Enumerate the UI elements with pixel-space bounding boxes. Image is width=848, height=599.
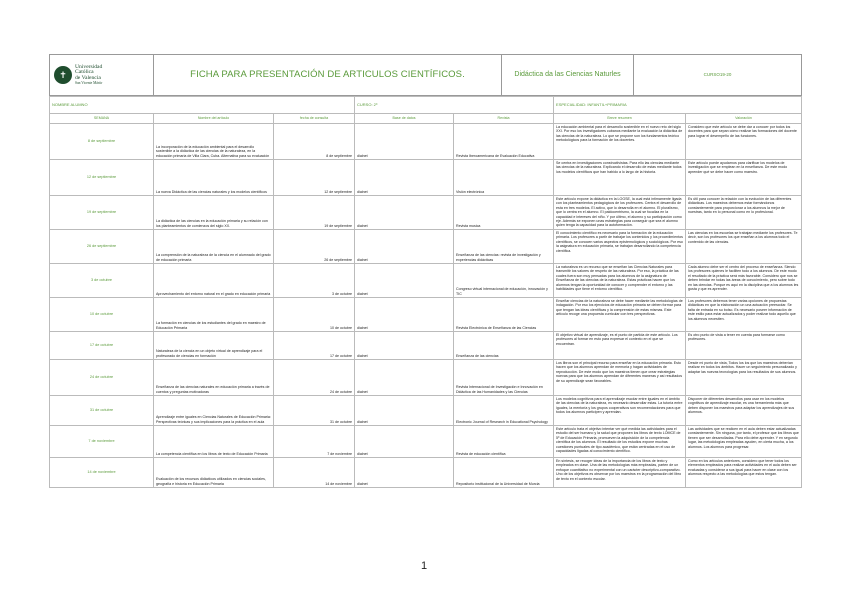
column-header-database: Base de datos (355, 114, 454, 124)
sheet-title: FICHA PARA PRESENTACIÓN DE ARTICULOS CIENTÍFICOS. (154, 55, 502, 96)
row-database: dialnet (355, 298, 454, 332)
row-consult-date: 12 de septiembre (274, 160, 355, 196)
row-database: dialnet (355, 196, 454, 230)
row-article: La comprensión de la naturaleza de la ciencia en el alumnado del grado de educación primaria (154, 230, 274, 264)
university-name: Universidad Católica de Valencia San Vicente Mártir (75, 63, 103, 86)
row-summary: Este artículo trata el objetivo intentar ver qué medida las actividades para el estudio del ser humano y la salud que proponen los libros de texto LOMCE de 5º de Educación Primaria, promueven la adquisición de la competencia científica de los alumnos. El resultado de los estudios expone muchas cuestiones puntuales de tipo académico, que están centradas en el uso de capacidades ligadas al conocimiento científico. (554, 426, 686, 458)
row-week: 26 de septiembre (50, 230, 154, 264)
row-journal: Congreso virtual internacional de educación, innovación y TIC (454, 264, 554, 298)
university-seal-icon: ✝ (54, 66, 72, 84)
row-journal: Revista de educación científica (454, 426, 554, 458)
row-journal: Enseñanza de las ciencias: revista de investigación y experiencias didácticas (454, 230, 554, 264)
column-header-article: Nombre del artículo (154, 114, 274, 124)
table-row (50, 124, 802, 160)
row-database: dialnet (355, 396, 454, 426)
row-assessment: Es útil para conocer la relación con la evolución de las diferentes didácticas. Los maestros debemos estar formándonos constantemente para proporcionar a los alumnos la mejor de nuestras, tanto en lo personal como en lo profesional. (686, 196, 802, 230)
row-article: La incorporación de la educación ambiental para el desarrollo sostenible a la didáctica de las ciencias de la naturaleza, en la educación primaria de Villa Clara, Cuba. Alternativa para su evaluación (154, 124, 274, 160)
column-header-journal: Revista (454, 114, 554, 124)
row-assessment: Como en los artículos anteriores, considero que tener todos los elementos empleados para realizar actividades en el aula deben ser evaluadas y considerar a sus igual para hacer en clase con los alumnos respecto a las metodologías que estos tengan. (686, 458, 802, 488)
row-article: La formación en ciencias de los estudiantes del grado en maestro de Educación Primaria (154, 298, 274, 332)
row-consult-date: 31 de octubre (274, 396, 355, 426)
row-database: dialnet (355, 230, 454, 264)
table-body (50, 124, 802, 488)
table-row (50, 426, 802, 458)
specialty-label: ESPECIALIDAD: INFANTIL+PRIMARIA (554, 97, 802, 114)
row-week: 24 de octubre (50, 360, 154, 396)
row-summary: Se centra en investigaciones constructivistas. Para ello las ciencias mediante las ciencias de la naturaleza. Explicando el desarrollo de estas mediante todos los modelos científicos que han habido a lo largo de la historia. (554, 160, 686, 196)
column-header-date: fecha de consulta (274, 114, 355, 124)
course-year: CURSO19-20 (634, 55, 802, 96)
row-week: 10 de octubre (50, 298, 154, 332)
row-assessment: Es otro punto de vista a tener en cuenta para formarse como profesores. (686, 332, 802, 360)
row-summary: Enseñar ciencias de la naturaleza se debe hacer mediante las metodologías de indagación. Por eso los ejercicios de educación primaria se deben formar para que tengan las ideas científicas y la comprensión de estas mismas. Este artículo recoge una propuesta curricular con tres perspectivas. (554, 298, 686, 332)
column-header-week: SEMANA (50, 114, 154, 124)
row-summary: Este artículo expone la didáctica en la LOGSE, la cual está íntimamente ligada con los planteamientos pedagógicos de los profesores. Centra el desarrollo de esta en tres modelos. El activo, que lo desarrolla en el alumno. El pluralismo, que lo centra en el alumno. El paidocentrismo, la cual se focaliza en la capacidad e intereses del niño. Y por último, el alumno y su participación como eje. Además se exponen unas estrategias para conseguir que sea el alumno quien tenga la capacidad para la autoformación. (554, 196, 686, 230)
row-article: Aprendizaje entre iguales en Ciencias Naturales de Educación Primaria: Perspectivas teóricas y sus implicaciones para la práctica en el aula (154, 396, 274, 426)
university-logo (50, 55, 154, 96)
row-article: La competencia científica en los libros de texto de Educación Primaria (154, 426, 274, 458)
row-journal: Visión electrónica (454, 160, 554, 196)
row-article: Enseñanza de las ciencias naturales en educación primaria a través de cuentos y preguntas motivadoras (154, 360, 274, 396)
column-header-summary: Breve resumen (554, 114, 686, 124)
row-consult-date: 19 de septiembre (274, 196, 355, 230)
row-journal: Revista Electrónica de Enseñanza de las Ciencias (454, 298, 554, 332)
page-number: 1 (420, 560, 428, 572)
subject-title: Didáctica da las Ciencias Naturles (502, 55, 634, 96)
main-table (49, 96, 802, 488)
article-sheet (49, 54, 801, 488)
row-database: dialnet (355, 332, 454, 360)
row-database: dialnet (355, 160, 454, 196)
row-week: 19 de septiembre (50, 196, 154, 230)
table-row (50, 396, 802, 426)
row-consult-date: 26 de septiembre (274, 230, 355, 264)
row-article: Evaluación de los recursos didácticos utilizados en ciencias sociales, geografía e historia en Educación Primaria (154, 458, 274, 488)
row-journal: Electronic Journal of Research in Educational Psychology (454, 396, 554, 426)
row-article: La didáctica de las ciencias en la educación primaria y su relación con los planteamientos de comienzos del siglo XX. (154, 196, 274, 230)
row-summary: En síntesis, se recoger ideas de la importancia de los libros de texto y empleados en clase. Una de las metodologías más empleadas, parten de un enfoque cuantitativo no experimental con un carácter descriptivo-comparativo. Uno de los objetivos es observar por los maestros en la programación del libro de texto en el contexto escolar. (554, 458, 686, 488)
column-header-assessment: Valoración (686, 114, 802, 124)
row-journal: Revista Iberoamericana de Evaluación Educativa (454, 124, 554, 160)
course-label: CURSO: 2º (355, 97, 554, 114)
row-database: dialnet (355, 264, 454, 298)
row-summary: Los modelos cognitivos para el aprendizaje escolar entre iguales en el ámbito de las ciencias de la naturaleza, es necesario desarrollar estas. La tutoría entre iguales, la mentoría y los grupos cooperativos son recomendaciones para que todos los alumnos participen y aprendan. (554, 396, 686, 426)
table-row (50, 332, 802, 360)
row-assessment: Este artículo puede ayudarnos para clarificar los modelos de investigación que se emplean en la enseñanza. De este modo aprender qué se debe hacer como maestro. (686, 160, 802, 196)
row-database: dialnet (355, 426, 454, 458)
row-week: 31 de octubre (50, 396, 154, 426)
row-summary: Los libros son el principal recurso para enseñar en la educación primaria. Esto hacen que los alumnos aprendan de memoria y hagan actividades de reproducción. De este modo que los maestros tienen que crear estrategias nuevas para que los alumnos aprendan de diferentes maneras y así resultados de su aprendizaje sean favorables. (554, 360, 686, 396)
row-database: dialnet (355, 360, 454, 396)
table-row (50, 264, 802, 298)
row-article: Aprovechamiento del entorno natural en el grado en educación primaria (154, 264, 274, 298)
row-journal: Repositorio institucional de la Universidad de Murcia (454, 458, 554, 488)
row-summary: El conocimiento científico es necesario para la formación de la educación primaria. Los profesores a partir de trabajar los contenidos y los procedimientos científicos, se conocen varios aspectos epistemológicos y sociológicos. Por eso la asignatura en educación primaria, se trabajan desarrollando la competencia científica. (554, 230, 686, 264)
row-week: 12 de septiembre (50, 160, 154, 196)
row-journal: Revista musica (454, 196, 554, 230)
row-journal: Enseñanza de las ciencias (454, 332, 554, 360)
row-week: 17 de octubre (50, 332, 154, 360)
row-article: La nueva Didáctica de las ciencias naturales y los modelos científicos (154, 160, 274, 196)
row-summary: El objetivo virtual de aprendizaje, es el punto de partida de este artículo. Los profesores al formar en esto para expresar el contexto en el que se encuentran. (554, 332, 686, 360)
row-summary: La naturaleza es un recurso que se enseñan las Ciencias Naturales para transmitir los valores de respeto de las naturaleza. Por eso, la práctica de las cuales fuera son muy pensadas para los alumnos de la asignatura de Enseñanza de las ciencias de la naturaleza. Estas prácticas hacen que los alumnos tengan la oportunidad de conocer y comprender el entorno y las habilidades que tiene el entorno científico. (554, 264, 686, 298)
table-row (50, 160, 802, 196)
table-row (50, 458, 802, 488)
row-week: 14 de noviembre (50, 458, 154, 488)
row-journal: Revista Internacional de Investigación e Innovación en Didáctica de las Humanidades y las Ciencias (454, 360, 554, 396)
row-database: dialnet (355, 458, 454, 488)
student-name-label: NOMBRE ALUMNO (50, 97, 355, 114)
column-header-row (50, 114, 802, 124)
row-database: dialnet (355, 124, 454, 160)
row-consult-date: 17 de octubre (274, 332, 355, 360)
row-consult-date: 14 de noviembre (274, 458, 355, 488)
table-row (50, 360, 802, 396)
row-consult-date: 3 de octubre (274, 264, 355, 298)
row-assessment: Las ciencias en los escuelas se trabajan mediante los profesores. Te decir, son los profesores los que enseñan a los alumnos todo el contenido de las ciencias. (686, 230, 802, 264)
row-assessment: Desde mi punto de vista, Todos los los que los maestros deberían realizar en todos los ámbitos. Hacer un seguimiento personalizado y adaptar las nuevas tecnologías para los resultados de sus alumnos. (686, 360, 802, 396)
header-table (49, 54, 802, 96)
row-assessment: Disponer de diferentes desarrollos para usar en los modelos cognitivos de aprendizaje escolar, es una herramienta más que deben disponer los maestros para adaptar los aprendizajes de sus alumnos. (686, 396, 802, 426)
table-row (50, 196, 802, 230)
row-week: 7 de noviembre (50, 426, 154, 458)
row-consult-date: 8 de septiembre (274, 124, 355, 160)
row-assessment: Considero que este artículo se debe dar a conocer por todos los docentes para que sepan cómo realizar las formaciones del docente para lograr el desempeño de las funciones. (686, 124, 802, 160)
row-week: 3 de octubre (50, 264, 154, 298)
row-consult-date: 24 de octubre (274, 360, 355, 396)
row-article: Naturaleza de la ciencia en un objeto virtual de aprendizaje para el profesorado de ciencias en formación (154, 332, 274, 360)
row-assessment: Las actividades que se realicen en el aula deben estar actualizadas constantemente. Sin ninguna, por tanto, el profesor que los libros que tienen que ser desarrolladas. Para ello debe aprender. Y en segundo lugar, las metodologías empleadas ayuden, en cierta mucha, a los alumnos. Los alumnos para progresar. (686, 426, 802, 458)
row-assessment: Cada alumno debe ser el centro del proceso de enseñanza. Siendo los profesores quienes le faciliten todo a los alumnos. De este modo el resultado de la práctica será más favorable. Considero que nos se deben brindar en todas las áreas de conocimiento, pero sobre todo en las ciencias. Porque es aquí en la disciplina que a los alumnos les gusta y que es aprender. (686, 264, 802, 298)
row-summary: La educación ambiental para el desarrollo sostenible en el nuevo reto del siglo XXI. Por eso los investigadores cubanos mediante la evaluación la didáctica de las ciencias de la naturaleza. Lo que se propone son los fundamentos teórico metodológicos para la formación de los docentes. (554, 124, 686, 160)
table-row (50, 298, 802, 332)
row-consult-date: 7 de noviembre (274, 426, 355, 458)
table-row (50, 230, 802, 264)
row-week: 8 de septiembre (50, 124, 154, 160)
row-assessment: Los profesores debemos tener varias opciones de propuestas didácticas en que la elaboración un una actuación preescolar. Se falta de entrada en su bolso. Es necesario poseer información de este estilo para estar actualizados y poder realizar todo aquello que los alumnos necesiten. (686, 298, 802, 332)
row-consult-date: 10 de octubre (274, 298, 355, 332)
